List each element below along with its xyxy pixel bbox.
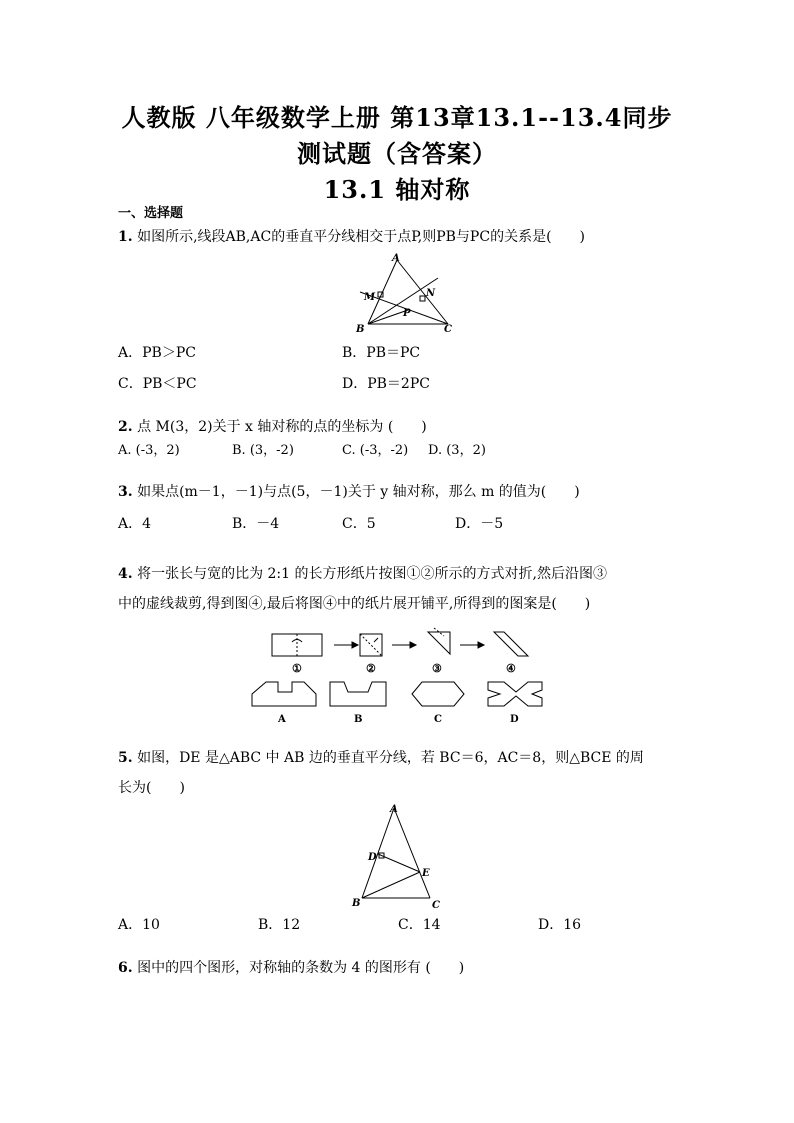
q1-option-a: A．PB＞PC [118, 345, 196, 361]
label-c: C [432, 900, 440, 911]
question-1 [118, 227, 585, 247]
step-label-3: ③ [432, 662, 442, 675]
q2-option-b: B. (3，-2) [232, 443, 294, 458]
q1-option-b: B．PB＝PC [342, 345, 421, 361]
step-label-2: ② [366, 662, 376, 675]
q3-option-c: C．5 [342, 516, 376, 532]
shape-c [412, 682, 464, 706]
q5-option-a: A．10 [118, 917, 160, 933]
question-number: 2. [118, 419, 133, 435]
question-2 [118, 417, 427, 437]
question-text: 如图所示,线段AB,AC的垂直平分线相交于点P,则PB与PC的关系是( ) [132, 229, 585, 245]
step-label-1: ① [292, 662, 302, 675]
q1-triangle-figure [352, 252, 464, 334]
question-6 [118, 958, 464, 978]
doc-title-line-2: 测试题（含答案） [297, 139, 497, 168]
question-5 [118, 748, 644, 768]
q3-option-a: A．4 [118, 516, 152, 532]
question-number: 5. [118, 750, 133, 766]
label-c: C [444, 324, 452, 334]
question-number: 6. [118, 960, 133, 976]
section-heading: 一、选择题 [118, 206, 184, 221]
shape-label-c: C [434, 714, 442, 725]
question-text: 点 M(3，2)关于 x 轴对称的点的坐标为 ( ) [132, 419, 427, 435]
q1-option-c: C．PB＜PC [118, 376, 197, 392]
label-p: P [403, 308, 411, 319]
label-m: M [364, 292, 376, 303]
question-5-line-2: 长为( ) [118, 780, 185, 796]
label-n: N [426, 288, 436, 299]
q3-option-b: B．－4 [232, 516, 280, 532]
shape-label-a: A [278, 714, 286, 725]
label-b: B [356, 324, 365, 334]
q5-option-d: D．16 [538, 917, 582, 933]
label-e: E [422, 868, 430, 879]
question-number: 1. [118, 229, 133, 245]
section-title: 13.1 轴对称 [323, 175, 471, 204]
question-3 [118, 482, 580, 502]
q2-option-a: A. (-3，2) [118, 443, 180, 458]
q4-answer-shapes [248, 676, 548, 726]
label-a: A [390, 804, 398, 815]
q1-option-d: D．PB＝2PC [342, 376, 430, 392]
label-d: D [368, 852, 377, 863]
shape-b [330, 682, 386, 706]
shape-a [252, 682, 316, 706]
shape-d [488, 682, 542, 706]
question-text-line-1: 将一张长与宽的比为 2:1 的长方形纸片按图①②所示的方式对折,然后沿图③ [132, 566, 607, 582]
label-b: B [352, 898, 361, 909]
doc-title-line-1: 人教版 八年级数学上册 第13章13.1--13.4同步 [121, 103, 673, 132]
shape-label-b: B [354, 714, 363, 725]
shape-label-d: D [510, 714, 519, 725]
q5-option-c: C．14 [398, 917, 441, 933]
q5-option-b: B．12 [258, 917, 301, 933]
question-text: 图中的四个图形，对称轴的条数为 4 的图形有 ( ) [132, 960, 465, 976]
question-4 [118, 564, 607, 584]
question-text-line-1: 如图，DE 是△ABC 中 AB 边的垂直平分线，若 BC＝6，AC＝8，则△BCE 的周 [132, 750, 644, 766]
question-text: 如果点(m－1，－1)与点(5，－1)关于 y 轴对称，那么 m 的值为( ) [132, 484, 580, 500]
q2-option-d: D. (3，2) [428, 443, 486, 458]
q3-option-d: D．－5 [455, 516, 504, 532]
q2-option-c: C. (-3，-2) [342, 443, 409, 458]
label-a: A [392, 253, 400, 264]
step-label-4: ④ [506, 662, 516, 675]
question-4-line-2: 中的虚线裁剪,得到图④,最后将图④中的纸片展开铺平,所得到的图案是( ) [118, 596, 591, 612]
q5-triangle-figure [348, 802, 448, 912]
question-number: 3. [118, 484, 133, 500]
question-number: 4. [118, 566, 133, 582]
